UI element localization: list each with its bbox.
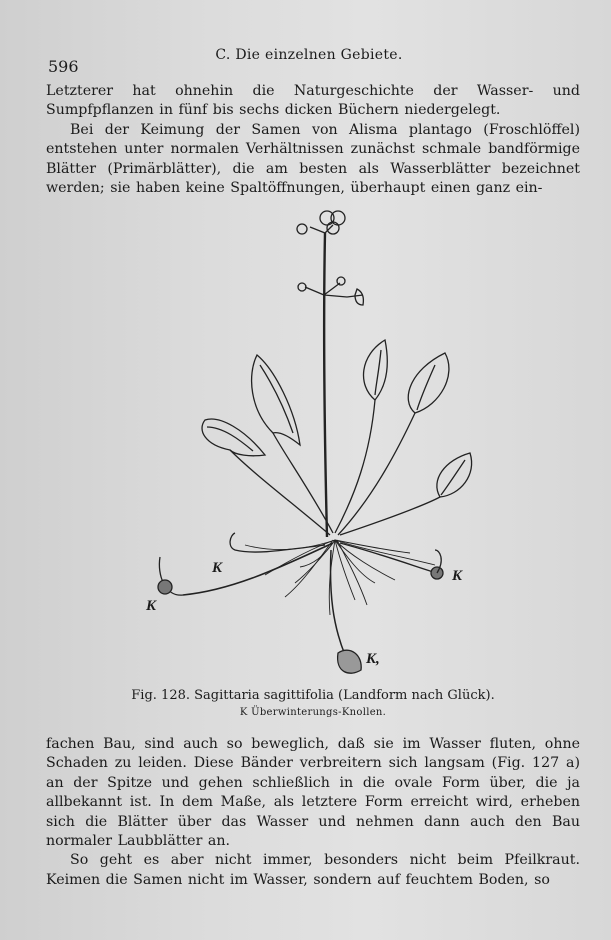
paragraph: Letzterer hat ohnehin die Naturgeschichte der Wasser- und Sumpfpflanzen in fünf bis sechs dicken Büchern niedergelegt. [46, 83, 580, 119]
figure-legend: K Überwinterungs-Knollen. [239, 707, 387, 718]
tuber-label: K [146, 598, 157, 614]
tuber-label: K, [366, 651, 380, 667]
paragraph: fachen Bau, sind auch so beweglich, daß sie im Wasser fluten, ohne Schaden zu leiden. Diese Bänder verbreitern sich langsam (Fig. 127 a) an der Spitze und gehen schließlich in die ovale Form über, die ja allbekannt ist. In dem Maße, als letztere Form erreicht wird, erheben sich die Blätter über das Wasser und nehmen dann auch den Bau normaler Laubblätter an. [46, 736, 580, 850]
page-number: 596 [48, 57, 79, 76]
figure-caption: Fig. 128. Sagittaria sagittifolia (Landform nach Glück). [131, 688, 495, 703]
text-block-top [46, 82, 580, 198]
text-block-bottom [46, 735, 580, 890]
tuber-label: K [212, 560, 223, 576]
section-title: C. Die einzelnen Gebiete. [215, 47, 403, 63]
paragraph: Bei der Keimung der Samen von Alisma plantago (Froschlöffel) entstehen unter normalen Verhältnissen zunächst schmale bandförmige Blätter (Primärblätter), die am besten als Wasserblätter bezeichnet werden; sie haben keine Spaltöffnungen, überhaupt einen ganz ein- [46, 121, 580, 197]
running-header [44, 47, 574, 76]
paragraph: So geht es aber nicht immer, besonders nicht beim Pfeilkraut. Keimen die Samen nicht im Wasser, sondern auf feuchtem Boden, so [46, 852, 580, 888]
tuber-label: K [452, 568, 463, 584]
plant-illustration [135, 205, 480, 690]
